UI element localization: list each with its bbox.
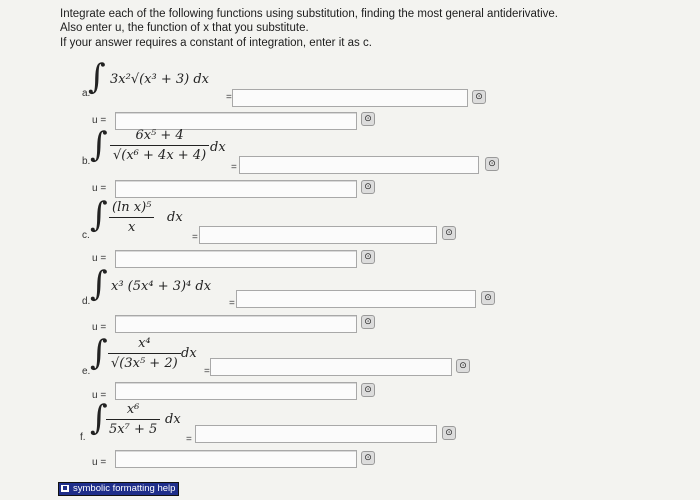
dx-f: dx	[165, 412, 181, 427]
problem-label-e: e.	[82, 366, 91, 377]
problem-label-b: b.	[82, 156, 91, 167]
numerator-e: x⁴	[108, 336, 181, 354]
answer-field-a[interactable]	[232, 89, 468, 107]
answer-field-d[interactable]	[236, 290, 476, 308]
preview-icon[interactable]: ⊙	[361, 112, 375, 126]
dx-b: dx	[210, 140, 226, 155]
equals-sign: =	[192, 232, 198, 243]
denominator-c: x	[128, 220, 136, 235]
u-label-f: u =	[92, 457, 107, 468]
fraction-c	[109, 200, 154, 235]
fraction-b	[110, 128, 209, 163]
integral-sign: ∫	[90, 125, 108, 165]
denominator-b: √(x⁶ + 4x + 4)	[113, 148, 207, 163]
preview-icon[interactable]: ⊙	[361, 180, 375, 194]
preview-icon[interactable]: ⊙	[442, 426, 456, 440]
instruction-line-2: Also enter u, the function of x that you substitute.	[60, 22, 309, 34]
denominator-f: 5x⁷ + 5	[109, 422, 158, 437]
problem-label-a: a.	[82, 88, 91, 99]
denominator-e: √(3x⁵ + 2)	[111, 356, 178, 371]
u-field-c[interactable]	[115, 250, 357, 268]
preview-icon[interactable]: ⊙	[361, 383, 375, 397]
problem-label-c: c.	[82, 230, 90, 241]
preview-icon[interactable]: ⊙	[361, 250, 375, 264]
help-link-label: symbolic formatting help	[73, 483, 176, 494]
fraction-f	[106, 402, 160, 437]
instruction-line-3: If your answer requires a constant of integration, enter it as c.	[60, 37, 372, 49]
answer-field-e[interactable]	[210, 358, 452, 376]
u-label-a: u =	[92, 115, 107, 126]
equals-sign: =	[204, 366, 210, 377]
dx-e: dx	[181, 346, 197, 361]
integrand-d: x³ (5x⁴ + 3)⁴ dx	[111, 279, 212, 294]
preview-icon[interactable]: ⊙	[485, 157, 499, 171]
equals-sign: =	[231, 162, 237, 173]
integral-sign: ∫	[90, 264, 108, 304]
equals-sign: =	[229, 298, 235, 309]
answer-field-c[interactable]	[199, 226, 437, 244]
u-label-c: u =	[92, 253, 107, 264]
help-icon	[61, 485, 69, 492]
integrand-a: 3x²√(x³ + 3) dx	[110, 72, 209, 87]
preview-icon[interactable]: ⊙	[361, 451, 375, 465]
problem-label-d: d.	[82, 296, 91, 307]
preview-icon[interactable]: ⊙	[442, 226, 456, 240]
problem-label-f: f.	[80, 432, 86, 443]
preview-icon[interactable]: ⊙	[361, 315, 375, 329]
equals-sign: =	[186, 434, 192, 445]
fraction-e	[108, 336, 181, 371]
numerator-f: x⁶	[106, 402, 160, 420]
integral-sign: ∫	[90, 398, 108, 438]
u-label-d: u =	[92, 322, 107, 333]
u-field-e[interactable]	[115, 382, 357, 400]
u-field-b[interactable]	[115, 180, 357, 198]
integral-sign: ∫	[88, 57, 106, 97]
symbolic-formatting-help-link[interactable]	[58, 482, 179, 496]
u-label-b: u =	[92, 183, 107, 194]
integral-sign: ∫	[90, 195, 108, 235]
numerator-b: 6x⁵ + 4	[110, 128, 209, 146]
numerator-c: (ln x)⁵	[109, 200, 154, 218]
u-label-e: u =	[92, 390, 107, 401]
preview-icon[interactable]: ⊙	[456, 359, 470, 373]
answer-field-b[interactable]	[239, 156, 479, 174]
integral-sign: ∫	[90, 333, 108, 373]
dx-c: dx	[167, 210, 183, 225]
preview-icon[interactable]: ⊙	[481, 291, 495, 305]
preview-icon[interactable]: ⊙	[472, 90, 486, 104]
answer-field-f[interactable]	[195, 425, 437, 443]
u-field-f[interactable]	[115, 450, 357, 468]
equals-sign: =	[226, 92, 232, 103]
instruction-line-1: Integrate each of the following functions using substitution, finding the most general antiderivative.	[60, 8, 558, 20]
u-field-d[interactable]	[115, 315, 357, 333]
